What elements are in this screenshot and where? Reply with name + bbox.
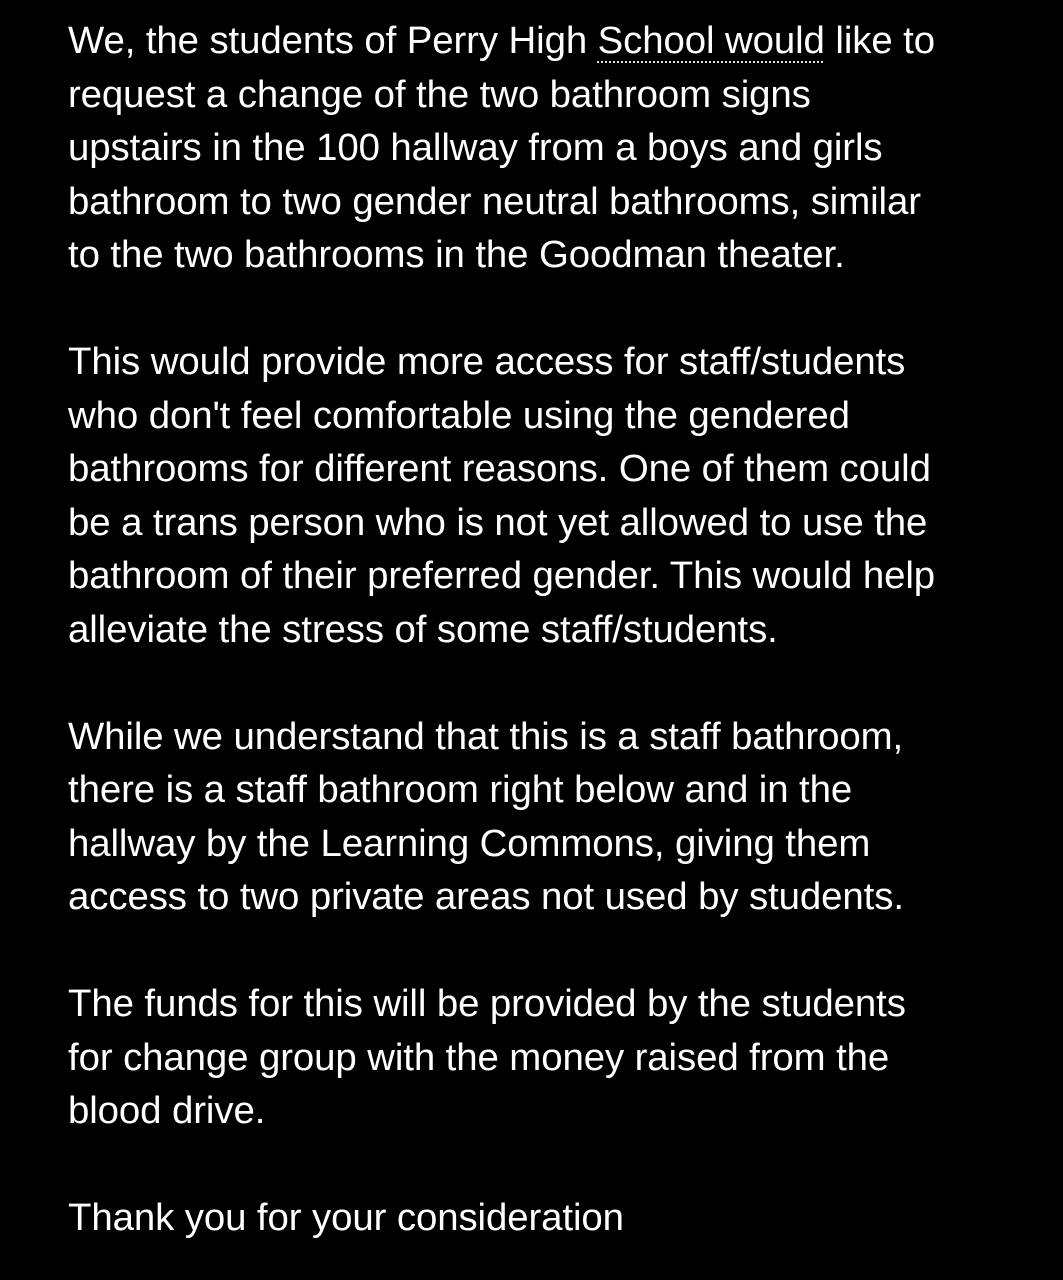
text-line: The funds for this will be provided by the students (68, 982, 906, 1025)
text-line: who don't feel comfortable using the gendered (68, 393, 850, 437)
text-line: access to two private areas not used by students. (68, 875, 904, 918)
smart-link-school-would[interactable]: School would (597, 19, 825, 62)
text-line: This would provide more access for staff/students (68, 340, 906, 383)
text-line: request a change of the two bathroom signs (68, 72, 811, 116)
text-line: hallway by the Learning Commons, giving them (68, 821, 871, 865)
text-line: bathroom of their preferred gender. This would help (68, 554, 936, 597)
paragraph-closing (68, 1191, 1028, 1245)
text-line: to the two bathrooms in the Goodman theater. (68, 233, 845, 276)
text-line: blood drive. (68, 1089, 266, 1132)
text-line: for change group with the money raised from the (68, 1035, 890, 1079)
paragraph-funds (68, 977, 1028, 1138)
text-line (68, 14, 1028, 68)
paragraph-request (68, 14, 1028, 282)
text-line: bathrooms for different reasons. One of them could (68, 447, 931, 490)
text-line: be a trans person who is not yet allowed to use the (68, 500, 928, 544)
text-line: Thank you for your consideration (68, 1196, 624, 1239)
text-line: alleviate the stress of some staff/students. (68, 607, 778, 651)
text-line: bathroom to two gender neutral bathrooms, similar (68, 179, 921, 223)
text-line: upstairs in the 100 hallway from a boys and girls (68, 126, 883, 169)
text-line: While we understand that this is a staff bathroom, (68, 714, 904, 758)
text-segment: like to (824, 19, 935, 62)
paragraph-staff (68, 710, 1028, 924)
text-segment: We, the students of Perry High (68, 19, 598, 62)
paragraph-access (68, 335, 1028, 656)
document-body (68, 14, 1028, 1245)
text-line: there is a staff bathroom right below and in the (68, 768, 853, 811)
